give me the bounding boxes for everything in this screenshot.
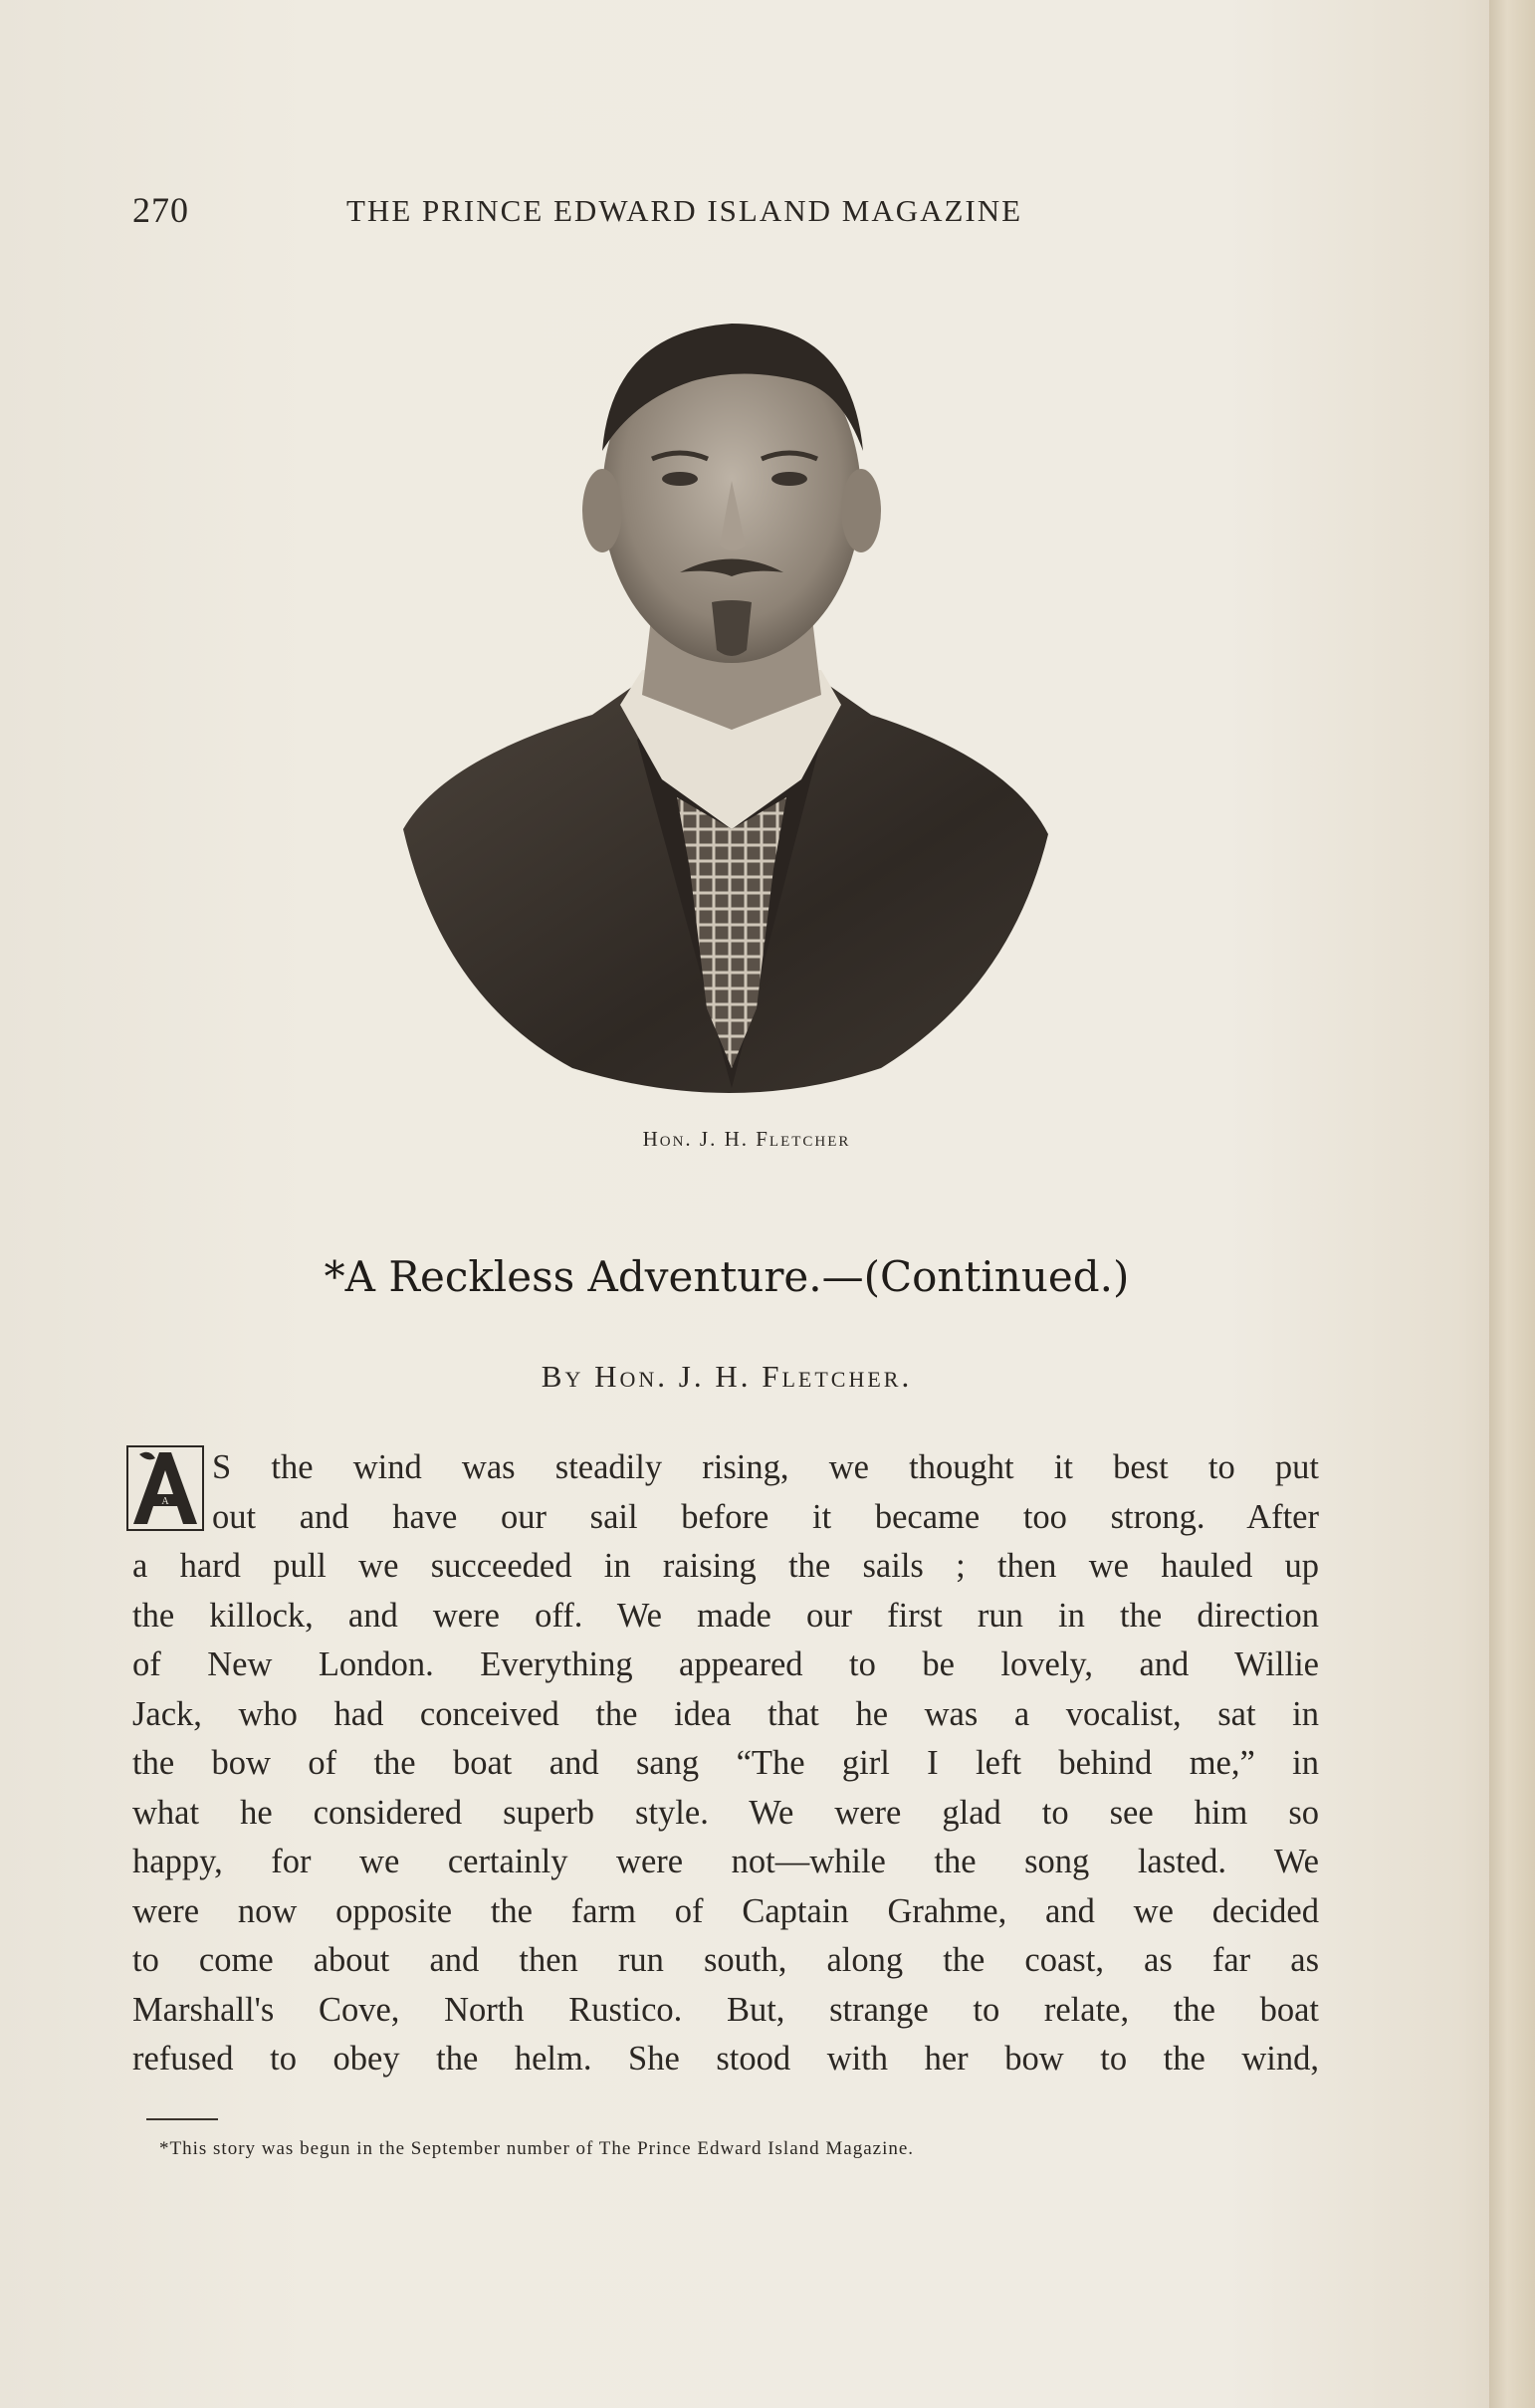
body-line: the bow of the boat and sang “The girl I left behind me,” in (132, 1744, 1319, 1782)
page-number: 270 (132, 190, 189, 230)
body-line: what he considered superb style. We were glad to see him so (132, 1793, 1319, 1832)
page-edge (1489, 0, 1535, 2408)
body-line: Marshall's Cove, North Rustico. But, strange to relate, the boat (132, 1990, 1319, 2029)
footnote: *This story was begun in the September number of The Prince Edward Island Magazine. (159, 2138, 915, 2159)
footnote-rule (146, 2118, 218, 2120)
body-line: happy, for we certainly were not—while the song lasted. We (132, 1843, 1319, 1880)
journal-title: THE PRINCE EDWARD ISLAND MAGAZINE (346, 193, 1023, 228)
body-line: a hard pull we succeeded in raising the sails ; then we hauled up (132, 1547, 1319, 1585)
portrait-caption: Hon. J. H. Fletcher (642, 1127, 851, 1151)
body-line: refused to obey the helm. She stood with her bow to the wind, (132, 2040, 1319, 2078)
body-line: S the wind was steadily rising, we thought it best to put (212, 1448, 1319, 1486)
body-line: out and have our sail before it became too strong. After (212, 1497, 1319, 1536)
article-body (132, 1443, 1319, 2084)
body-line: to come about and then run south, along the coast, as far as (132, 1941, 1319, 1979)
body-line: the killock, and were off. We made our first run in the direction (132, 1596, 1319, 1635)
body-line: Jack, who had conceived the idea that he was a vocalist, sat in (132, 1694, 1319, 1733)
portrait-illustration (403, 312, 1048, 1108)
body-line: were now opposite the farm of Captain Grahme, and we decided (132, 1891, 1319, 1930)
article-title: *A Reckless Adventure.—(Continued.) (324, 1252, 1130, 1301)
article-byline: By Hon. J. H. Fletcher. (541, 1359, 913, 1394)
body-line: of New London. Everything appeared to be lovely, and Willie (132, 1645, 1319, 1683)
portrait-photo (403, 312, 1048, 1108)
running-head (132, 189, 1128, 229)
drop-cap-letter: A (161, 1496, 169, 1507)
